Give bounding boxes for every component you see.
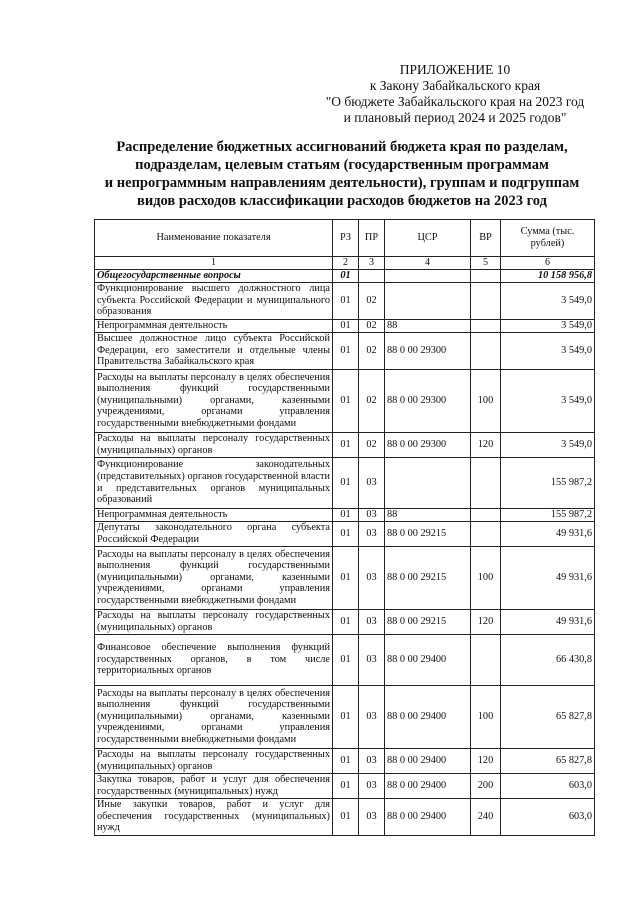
row-name: Общегосударственные вопросы: [95, 269, 333, 282]
row-sum: 49 931,6: [501, 546, 595, 609]
row-sum: 155 987,2: [501, 457, 595, 508]
row-pr: 03: [359, 773, 385, 798]
row-name: Высшее должностное лицо субъекта Российской Федерации, его заместители и отдельные члены Правительства Забайкальского края: [95, 332, 333, 369]
row-csr: 88 0 00 29300: [385, 332, 471, 369]
row-name: Расходы на выплаты персоналу государственных (муниципальных) органов: [95, 609, 333, 634]
row-vr: [471, 332, 501, 369]
header-vr: ВР: [471, 220, 501, 257]
budget-table: [94, 219, 595, 836]
row-name: Расходы на выплаты персоналу государственных (муниципальных) органов: [95, 432, 333, 457]
row-pr: 03: [359, 457, 385, 508]
table-row: [95, 773, 595, 798]
row-csr: 88 0 00 29400: [385, 798, 471, 835]
row-csr: 88 0 00 29400: [385, 685, 471, 748]
table-row: [95, 432, 595, 457]
row-pr: 02: [359, 432, 385, 457]
row-pr: 03: [359, 521, 385, 546]
row-vr: [471, 508, 501, 521]
row-pr: 02: [359, 332, 385, 369]
header-csr: ЦСР: [385, 220, 471, 257]
row-vr: [471, 269, 501, 282]
row-name: Непрограммная деятельность: [95, 508, 333, 521]
column-number-row: [95, 257, 595, 270]
row-pr: 02: [359, 282, 385, 319]
table-row: [95, 319, 595, 332]
row-csr: [385, 282, 471, 319]
table-header-row: [95, 220, 595, 257]
row-vr: 100: [471, 546, 501, 609]
row-rz: 01: [333, 609, 359, 634]
row-name: Закупка товаров, работ и услуг для обеспечения государственных (муниципальных) нужд: [95, 773, 333, 798]
table-row: [95, 369, 595, 432]
row-pr: 02: [359, 369, 385, 432]
row-rz: 01: [333, 432, 359, 457]
row-csr: 88 0 00 29400: [385, 634, 471, 685]
table-row: [95, 634, 595, 685]
row-vr: [471, 521, 501, 546]
row-name: Функционирование законодательных (представительных) органов государственной власти и представительных органов муниципальных образований: [95, 457, 333, 508]
header-sum: Сумма (тыс. рублей): [501, 220, 595, 257]
column-number: 2: [333, 257, 359, 270]
row-sum: 3 549,0: [501, 282, 595, 319]
header-pr: ПР: [359, 220, 385, 257]
row-pr: 03: [359, 508, 385, 521]
row-sum: 65 827,8: [501, 685, 595, 748]
row-name: Расходы на выплаты персоналу в целях обеспечения выполнения функций государственными (муниципальными) органами, казенными учреждениями, органами управления государственными внебюджетными фондами: [95, 685, 333, 748]
row-vr: 100: [471, 369, 501, 432]
table-row: [95, 521, 595, 546]
row-csr: [385, 457, 471, 508]
title-line: и непрограммным направлениям деятельности), группам и подгруппам: [104, 175, 580, 191]
table-row: [95, 685, 595, 748]
row-vr: 100: [471, 685, 501, 748]
row-name: Депутаты законодательного органа субъекта Российской Федерации: [95, 521, 333, 546]
appendix-header: [300, 62, 610, 126]
row-sum: 3 549,0: [501, 319, 595, 332]
column-number: 5: [471, 257, 501, 270]
row-sum: 3 549,0: [501, 369, 595, 432]
row-rz: 01: [333, 332, 359, 369]
row-sum: 155 987,2: [501, 508, 595, 521]
row-csr: 88 0 00 29215: [385, 521, 471, 546]
row-sum: 10 158 956,8: [501, 269, 595, 282]
row-rz: 01: [333, 282, 359, 319]
appendix-number: ПРИЛОЖЕНИЕ 10: [399, 62, 511, 77]
row-vr: [471, 634, 501, 685]
row-sum: 3 549,0: [501, 332, 595, 369]
row-sum: 49 931,6: [501, 609, 595, 634]
row-pr: 03: [359, 798, 385, 835]
row-name: Непрограммная деятельность: [95, 319, 333, 332]
row-sum: 65 827,8: [501, 748, 595, 773]
row-csr: 88 0 00 29300: [385, 432, 471, 457]
table-row: [95, 508, 595, 521]
header-name: Наименование показателя: [95, 220, 333, 257]
row-pr: [359, 269, 385, 282]
title-line: Распределение бюджетных ассигнований бюджета края по разделам,: [116, 139, 568, 155]
header-rz: РЗ: [333, 220, 359, 257]
row-vr: 120: [471, 748, 501, 773]
row-name: Расходы на выплаты персоналу в целях обеспечения выполнения функций государственными (муниципальными) органами, казенными учреждениями, органами управления государственными внебюджетными фондами: [95, 546, 333, 609]
row-rz: 01: [333, 798, 359, 835]
table-row: [95, 457, 595, 508]
row-pr: 02: [359, 319, 385, 332]
appendix-law-period: и плановый период 2024 и 2025 годов": [343, 110, 567, 125]
table-row: [95, 269, 595, 282]
column-number: 6: [501, 257, 595, 270]
table-row: [95, 798, 595, 835]
row-rz: 01: [333, 508, 359, 521]
row-name: Финансовое обеспечение выполнения функций государственных органов, в том числе территориальных органов: [95, 634, 333, 685]
row-name: Расходы на выплаты персоналу в целях обеспечения выполнения функций государственными (муниципальными) органами, казенными учреждениями, органами управления государственными внебюджетными фондами: [95, 369, 333, 432]
row-pr: 03: [359, 685, 385, 748]
table-row: [95, 609, 595, 634]
column-number: 3: [359, 257, 385, 270]
row-rz: 01: [333, 748, 359, 773]
table-row: [95, 748, 595, 773]
row-rz: 01: [333, 521, 359, 546]
table-row: [95, 282, 595, 319]
row-vr: 120: [471, 609, 501, 634]
row-csr: 88: [385, 319, 471, 332]
title-line: видов расходов классификации расходов бюджетов на 2023 год: [137, 193, 547, 209]
row-pr: 03: [359, 609, 385, 634]
row-pr: 03: [359, 748, 385, 773]
row-vr: 120: [471, 432, 501, 457]
row-pr: 03: [359, 546, 385, 609]
row-sum: 603,0: [501, 798, 595, 835]
row-rz: 01: [333, 546, 359, 609]
table-row: [95, 332, 595, 369]
row-sum: 603,0: [501, 773, 595, 798]
row-rz: 01: [333, 457, 359, 508]
row-sum: 66 430,8: [501, 634, 595, 685]
column-number: 4: [385, 257, 471, 270]
row-rz: 01: [333, 685, 359, 748]
row-csr: 88: [385, 508, 471, 521]
row-sum: 3 549,0: [501, 432, 595, 457]
row-vr: 240: [471, 798, 501, 835]
row-name: Расходы на выплаты персоналу государственных (муниципальных) органов: [95, 748, 333, 773]
row-csr: 88 0 00 29215: [385, 546, 471, 609]
row-rz: 01: [333, 269, 359, 282]
row-rz: 01: [333, 773, 359, 798]
row-csr: 88 0 00 29400: [385, 748, 471, 773]
row-name: Иные закупки товаров, работ и услуг для обеспечения государственных (муниципальных) нужд: [95, 798, 333, 835]
appendix-law: к Закону Забайкальского края: [369, 78, 541, 93]
row-csr: [385, 269, 471, 282]
row-csr: 88 0 00 29400: [385, 773, 471, 798]
row-rz: 01: [333, 634, 359, 685]
row-vr: [471, 282, 501, 319]
row-csr: 88 0 00 29300: [385, 369, 471, 432]
row-csr: 88 0 00 29215: [385, 609, 471, 634]
table-body: [95, 269, 595, 835]
row-vr: [471, 457, 501, 508]
title-line: подразделам, целевым статьям (государственным программам: [135, 157, 549, 173]
document-title: [92, 138, 592, 210]
row-name: Функционирование высшего должностного лица субъекта Российской Федерации и муниципального образования: [95, 282, 333, 319]
row-pr: 03: [359, 634, 385, 685]
row-vr: [471, 319, 501, 332]
row-rz: 01: [333, 369, 359, 432]
column-number: 1: [95, 257, 333, 270]
row-rz: 01: [333, 319, 359, 332]
row-sum: 49 931,6: [501, 521, 595, 546]
appendix-law-title: "О бюджете Забайкальского края на 2023 год: [325, 94, 585, 109]
row-vr: 200: [471, 773, 501, 798]
table-row: [95, 546, 595, 609]
